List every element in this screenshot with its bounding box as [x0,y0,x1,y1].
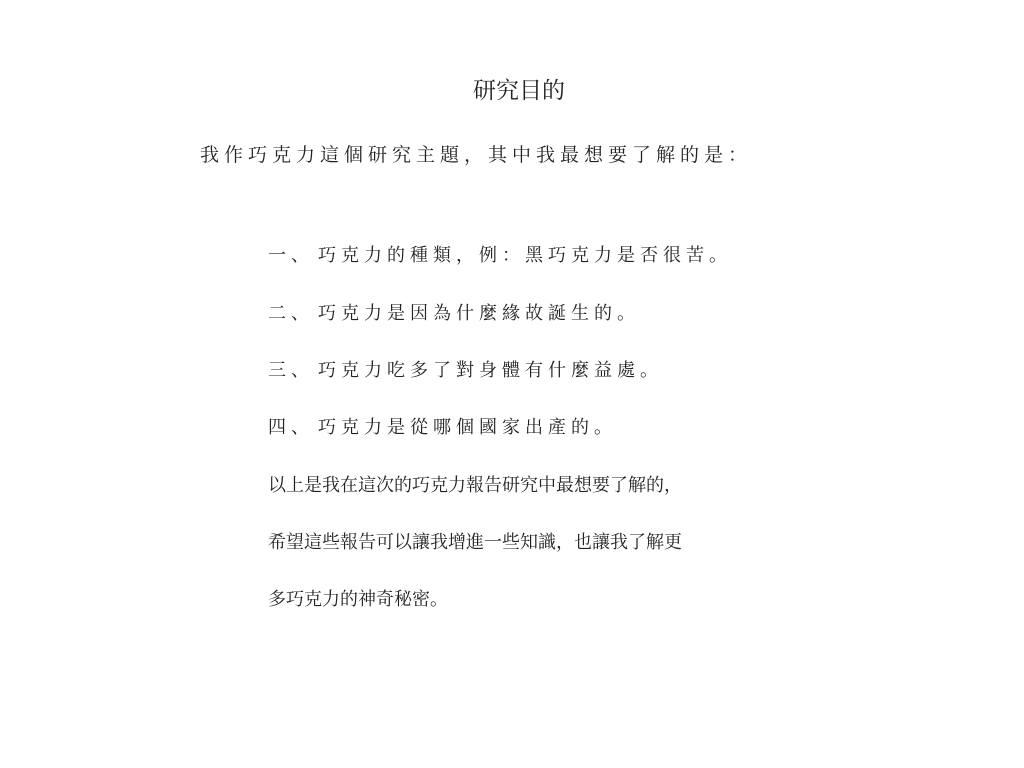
page-title: 研究目的 [473,78,565,104]
list-item-number: 三、 [268,360,314,381]
list-item-number: 四、 [268,417,314,438]
list-item-number: 一、 [268,245,314,266]
closing-line: 希望這些報告可以讓我增進一些知識，也讓我了解更 [268,532,682,553]
list-item-text: 巧克力的種類，例：黑巧克力是否很苦。 [318,245,732,266]
list-item-text: 巧克力是因為什麼緣故誕生的。 [318,303,640,324]
list-item-text: 巧克力是從哪個國家出產的。 [318,417,617,438]
list-item [268,413,617,439]
list-item [268,299,640,325]
list-item-text: 巧克力吃多了對身體有什麼益處。 [318,360,663,381]
closing-line: 以上是我在這次的巧克力報告研究中最想要了解的， [268,475,682,496]
list-item-number: 二、 [268,303,314,324]
list-item [268,356,663,382]
list-item [268,241,732,267]
intro-text: 我作巧克力這個研究主題，其中我最想要了解的是： [200,144,753,166]
closing-line: 多巧克力的神奇秘密。 [268,589,448,610]
